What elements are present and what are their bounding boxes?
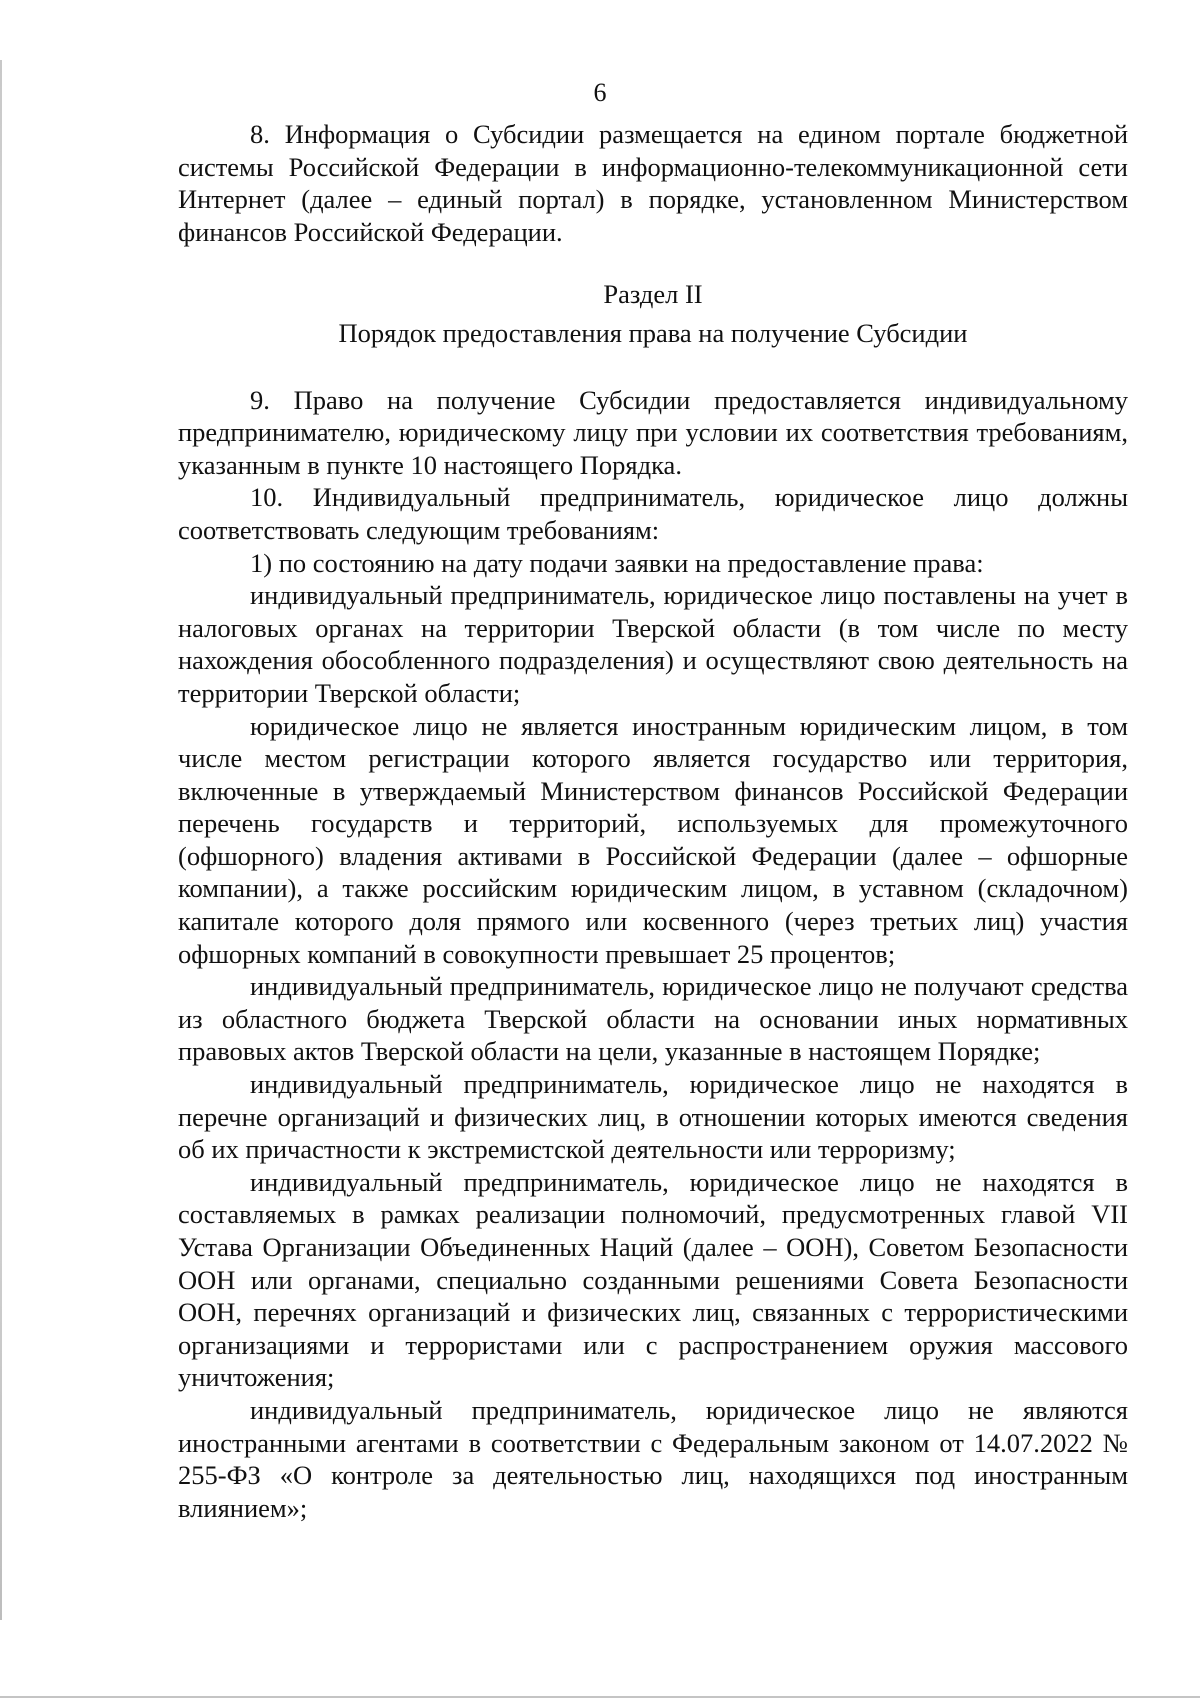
document-body <box>178 118 1128 1524</box>
section-subtitle: Порядок предоставления права на получение Субсидии <box>338 317 968 348</box>
paragraph-10: 10. Индивидуальный предприниматель, юридическое лицо должны соответствовать следующим требованиям: <box>178 482 1128 545</box>
requirement-not-un-lists: индивидуальный предприниматель, юридическое лицо не находятся в составляемых в рамках реализации полномочий, предусмотренных главой VII Устава Организации Объединенных Наций (далее – ООН), Советом Безопасности ООН или органами, специально созданными решениями Совета Безопасности ООН, перечнях организаций и физических лиц, связанных с террористическими организациями и террористами или с распространением оружия массового уничтожения; <box>178 1166 1128 1393</box>
scan-edge-left <box>0 60 2 1620</box>
requirement-tax-registration: индивидуальный предприниматель, юридическое лицо поставлены на учет в налоговых органах на территории Тверской области (в том числе по месту нахождения обособленного подразделения) и осуществляют свою деятельность на территории Тверской области; <box>178 580 1128 708</box>
requirement-not-foreign-entity: юридическое лицо не является иностранным юридическим лицом, в том числе местом регистрации которого является государство или территория, включенные в утверждаемый Министерством финансов Российской Федерации перечень государств и территорий, используемых для промежуточного (офшорного) владения активами в Российской Федерации (далее – офшорные компании), а также российским юридическим лицом, в уставном (складочном) капитале которого доля прямого или косвенного (через третьих лиц) участия офшорных компаний в совокупности превышает 25 процентов; <box>178 710 1128 969</box>
requirement-not-extremist-list: индивидуальный предприниматель, юридическое лицо не находятся в перечне организаций и физических лиц, в отношении которых имеются сведения об их причастности к экстремистской деятельности или терроризму; <box>178 1069 1128 1165</box>
requirement-not-foreign-agent: индивидуальный предприниматель, юридическое лицо не являются иностранными агентами в соответствии с Федеральным законом от 14.07.2022 № 255-ФЗ «О контроле за деятельностью лиц, находящихся под иностранным влиянием»; <box>178 1394 1128 1523</box>
paragraph-10-item-1: 1) по состоянию на дату подачи заявки на предоставление права: <box>250 547 984 578</box>
paragraph-9: 9. Право на получение Субсидии предоставляется индивидуальному предпринимателю, юридическому лицу при условии их соответствия требованиям, указанным в пункте 10 настоящего Порядка. <box>178 384 1128 480</box>
scan-edge-bottom <box>0 1696 1200 1698</box>
paragraph-8: 8. Информация о Субсидии размещается на едином портале бюджетной системы Российской Федерации в информационно-телекоммуникационной сети Интернет (далее – единый портал) в порядке, установленном Министерством финансов Российской Федерации. <box>178 119 1128 247</box>
requirement-no-other-budget-funds: индивидуальный предприниматель, юридическое лицо не получают средства из областного бюджета Тверской области на основании иных нормативных правовых актов Тверской области на цели, указанные в настоящем Порядке; <box>178 971 1128 1067</box>
section-title: Раздел II <box>603 279 703 310</box>
page-number: 6 <box>593 78 607 107</box>
